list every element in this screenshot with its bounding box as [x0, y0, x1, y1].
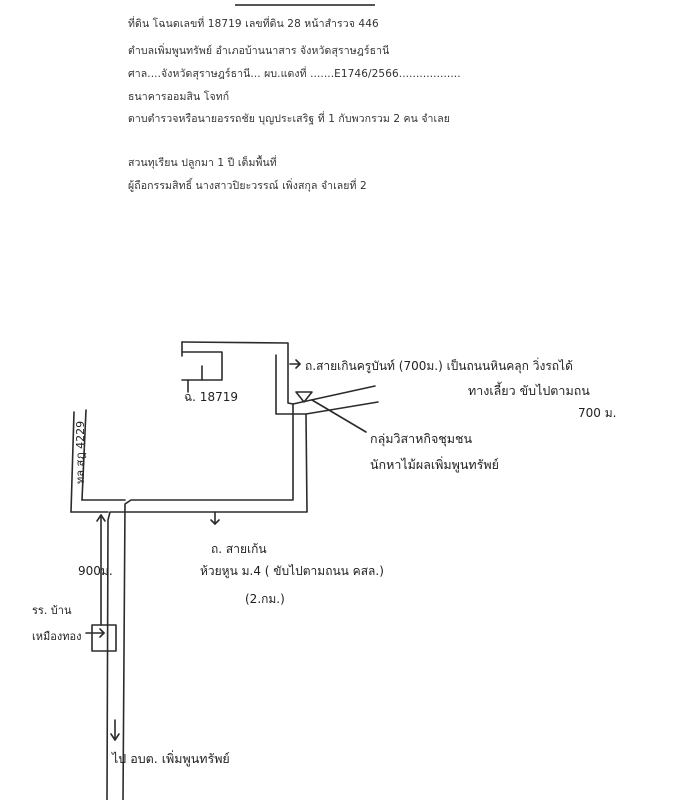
school-name: เหมืองทอง [32, 630, 82, 643]
school-box [92, 625, 116, 651]
location-line: ตำบลเพิ่มพูนทรัพย์ อำเภอบ้านนาสาร จังหวัดสุราษฎร์ธานี [128, 45, 390, 57]
destination-label: ไป อบต. เพิ่มพูนทรัพย์ [112, 751, 230, 766]
defendant-line: ดาบตำรวจหรือนายอรรถชัย บุญประเสริฐ ที่ 1 กับพวกรวม 2 คน จำเลย [128, 113, 451, 125]
court-case-line: ศาล....จังหวัดสุราษฎร์ธานี... ผบ.แดงที่ .......E1746/2566.................. [128, 68, 461, 80]
east-road-lower [306, 402, 378, 414]
south-road-label: ถ. สายเก้น [211, 542, 267, 556]
south-road-distance: (2.กม.) [245, 592, 285, 606]
distance-label: 900ม. [78, 564, 113, 578]
north-road-label: ถ.สายเกินครูบันท์ (700ม.) เป็นถนนหินคลุก วิ่งรถได้ [305, 359, 573, 373]
north-road-distance: 700 ม. [578, 406, 617, 420]
north-road-note: ทางเลี้ยว ขับไปตามถน [468, 383, 590, 398]
south-road-note: ห้วยหูน ม.4 ( ขับไปตามถนน คสล.) [200, 564, 384, 578]
community-group-label: กลุ่มวิสาหกิจชุมชน [370, 431, 473, 446]
plaintiff-line: ธนาคารออมสิน โจทก์ [128, 91, 230, 103]
community-group-name: นักหาไม้ผลเพิ่มพูนทรัพย์ [370, 457, 499, 472]
owner-line: ผู้ถือกรรมสิทธิ์ นางสาวปิยะวรรณ์ เพิ่งสกุล จำเลยที่ 2 [128, 180, 367, 192]
land-use-line: สวนทุเรียน ปลูกมา 1 ปี เต็มพื้นที่ [128, 157, 277, 169]
highway-label: ทล.สฎ 4229 [74, 420, 87, 484]
parcel-number: ฉ. 18719 [184, 390, 238, 404]
title-deed-line: ที่ดิน โฉนดเลขที่ 18719 เลขที่ดิน 28 หน้าสำรวจ 446 [128, 18, 379, 30]
school-label: รร. บ้าน [32, 604, 72, 617]
